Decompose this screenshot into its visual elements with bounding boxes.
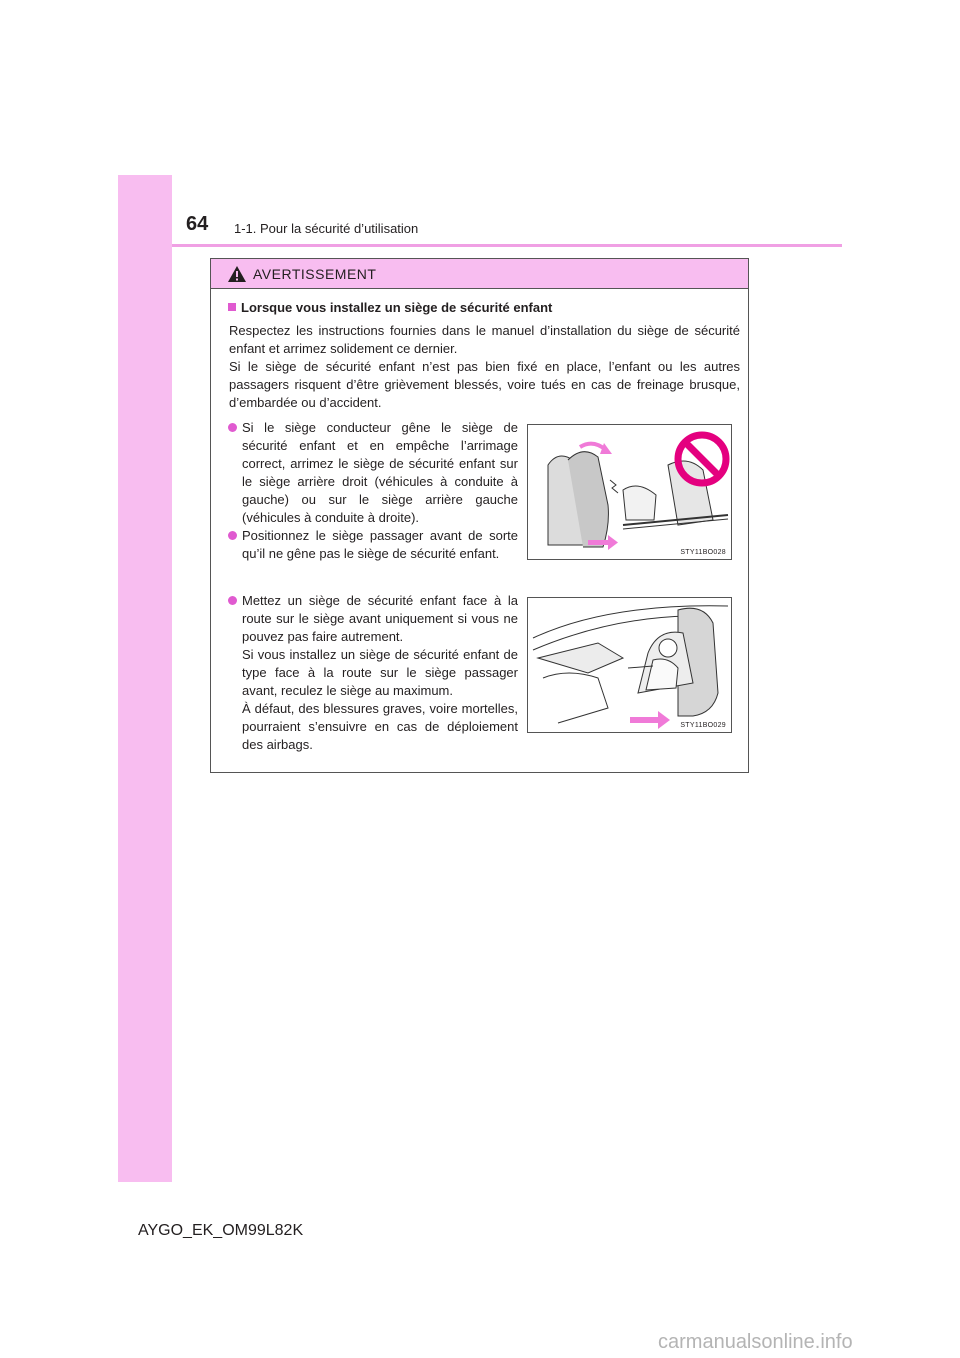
figure-code: STY11BO029 bbox=[680, 722, 726, 729]
illustration-child-seat-front bbox=[527, 597, 732, 733]
bullet-text bbox=[242, 592, 518, 754]
square-bullet-icon bbox=[228, 303, 236, 311]
section-title bbox=[228, 300, 552, 315]
figure-code: STY11BO028 bbox=[680, 549, 726, 556]
footer-watermark: carmanualsonline.info bbox=[658, 1331, 853, 1353]
bullet-line: À défaut, des blessures graves, voire mortelles, pourraient s’ensuivre en cas de déploiement des airbags. bbox=[242, 701, 518, 752]
header-rule bbox=[172, 244, 842, 247]
bullet-text: Si le siège conducteur gêne le siège de sécurité enfant et en empêche l’arrimage correct, arrimez le siège de sécurité enfant sur le siège arrière droit (véhicules à conduite à gauche) ou sur le siège arrière gauche (véhicules à conduite à droite). bbox=[242, 420, 518, 525]
footer-document-code: AYGO_EK_OM99L82K bbox=[138, 1222, 304, 1239]
round-bullet-icon bbox=[228, 596, 237, 605]
warning-triangle-icon bbox=[227, 265, 247, 283]
page-number: 64 bbox=[186, 213, 209, 235]
bullet-text: Positionnez le siège passager avant de sorte qu’il ne gêne pas le siège de sécurité enfant. bbox=[242, 528, 518, 561]
warning-title: AVERTISSEMENT bbox=[253, 265, 377, 282]
bullet-line: Mettez un siège de sécurité enfant face à la route sur le siège avant uniquement si vous ne pouvez pas faire autrement. bbox=[242, 593, 518, 644]
rear-seat-illustration bbox=[528, 425, 732, 560]
bullet-item-driver-seat bbox=[228, 419, 518, 527]
running-head: 1-1. Pour la sécurité d’utilisation bbox=[234, 221, 419, 236]
round-bullet-icon bbox=[228, 423, 237, 432]
round-bullet-icon bbox=[228, 531, 237, 540]
bullet-line: Si vous installez un siège de sécurité enfant de type face à la route sur le siège passager avant, reculez le siège au maximum. bbox=[242, 647, 518, 698]
front-seat-illustration bbox=[528, 598, 732, 733]
warning-box bbox=[210, 258, 749, 773]
illustration-child-seat-rear bbox=[527, 424, 732, 560]
section-title-text: Lorsque vous installez un siège de sécurité enfant bbox=[241, 300, 553, 315]
bullet-item-front-seat bbox=[228, 592, 518, 754]
paragraph-instructions: Respectez les instructions fournies dans le manuel d’installation du siège de sécurité enfant et arrimez solidement ce dernier. bbox=[229, 323, 740, 356]
bullet-item-passenger-seat bbox=[228, 527, 518, 563]
side-tab-band bbox=[118, 175, 172, 1182]
warning-header bbox=[211, 259, 748, 289]
paragraph-risk: Si le siège de sécurité enfant n’est pas bien fixé en place, l’enfant ou les autres passagers risquent d’être grièvement blessés, voire tués en cas de freinage brusque, d’embardée ou d’accident. bbox=[229, 359, 740, 410]
